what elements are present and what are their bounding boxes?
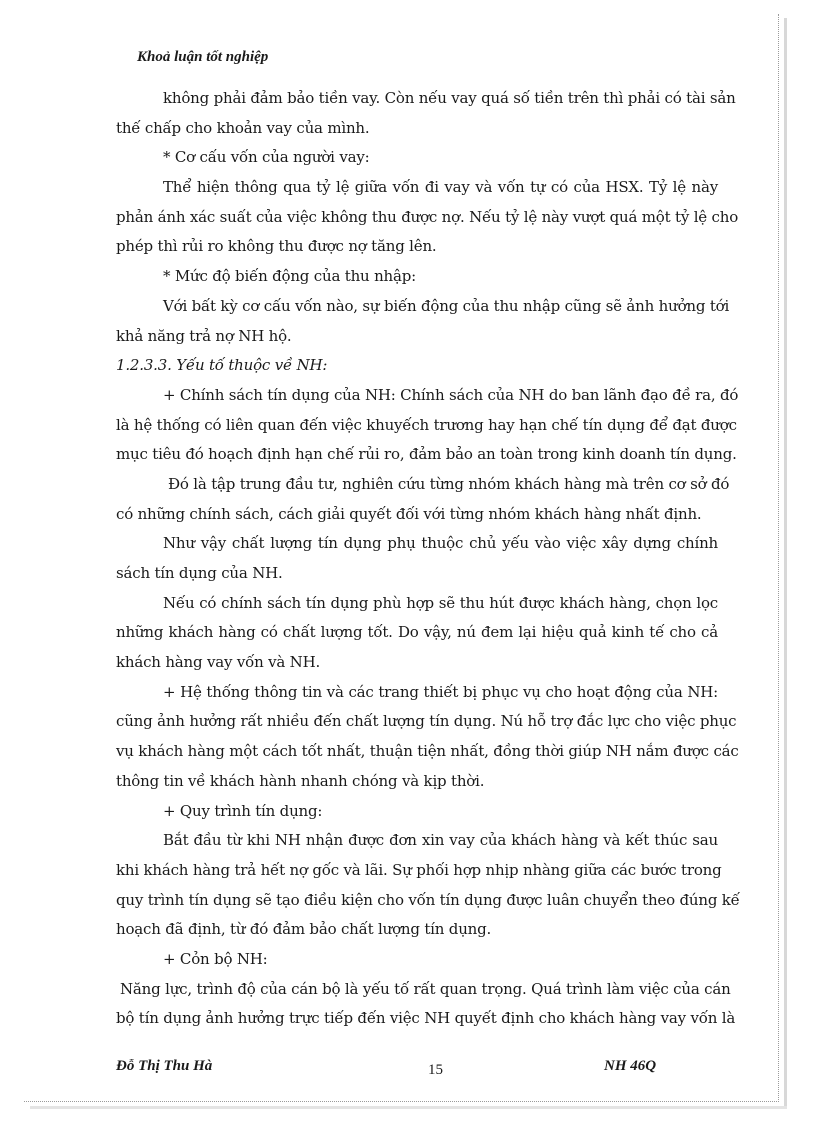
text-line: Đó là tập trung đầu tư, nghiên cứu từng nhóm khách hàng mà trên cơ sở đó xyxy=(168,474,730,493)
text-line: thông tin về khách hành nhanh chóng và kịp thời. xyxy=(116,771,485,790)
footer-author: Đỗ Thị Thu Hà xyxy=(116,1058,213,1074)
text-line: là hệ thống có liên quan đến việc khuyếch trương hay hạn chế tín dụng để đạt được xyxy=(116,415,737,434)
text-line: + Chính sách tín dụng của NH: Chính sách của NH do ban lãnh đạo đề ra, đó xyxy=(163,385,739,404)
text-line: cũng ảnh hưởng rất nhiều đến chất lượng tín dụng. Nú hỗ trợ đắc lực cho việc phục xyxy=(116,712,737,731)
text-line: quy trình tín dụng sẽ tạo điều kiện cho vốn tín dụng được luân chuyển theo đúng kế xyxy=(116,890,740,909)
page-number: 15 xyxy=(428,1062,443,1078)
text-line: thế chấp cho khoản vay của mình. xyxy=(116,118,370,137)
text-line: mục tiêu đó hoạch định hạn chế rủi ro, đảm bảo an toàn trong kinh doanh tín dụng. xyxy=(116,445,737,464)
text-line: * Mức độ biến động của thu nhập: xyxy=(163,267,416,286)
text-line: những khách hàng có chất lượng tốt. Do vậy, nú đem lại hiệu quả kinh tế cho cả xyxy=(116,623,718,642)
text-line: khả năng trả nợ NH hộ. xyxy=(116,326,292,345)
text-line: Thể hiện thông qua tỷ lệ giữa vốn đi vay và vốn tự có của HSX. Tỷ lệ này xyxy=(163,178,718,197)
text-line: Bắt đầu từ khi NH nhận được đơn xin vay của khách hàng và kết thúc sau xyxy=(163,831,718,850)
text-line: + Hệ thống thông tin và các trang thiết bị phục vụ cho hoạt động của NH: xyxy=(163,682,718,701)
text-line: hoạch đã định, từ đó đảm bảo chất lượng tín dụng. xyxy=(116,920,492,939)
text-line: phản ánh xác suất của việc không thu được nợ. Nếu tỷ lệ này vượt quá một tỷ lệ cho xyxy=(116,207,739,226)
text-line: Nếu có chính sách tín dụng phù hợp sẽ thu hút được khách hàng, chọn lọc xyxy=(163,593,718,612)
text-line: + Quy trình tín dụng: xyxy=(163,801,323,820)
text-line: Năng lực, trình độ của cán bộ là yếu tố rất quan trọng. Quá trình làm việc của cán xyxy=(120,979,731,998)
text-line: vụ khách hàng một cách tốt nhất, thuận tiện nhất, đồng thời giúp NH nắm được các xyxy=(116,742,739,761)
text-line: phép thì rủi ro không thu được nợ tăng lên. xyxy=(116,237,437,256)
page-frame-shadow-bottom xyxy=(30,1106,787,1109)
text-line: * Cơ cấu vốn của người vay: xyxy=(163,148,370,167)
page-frame-right xyxy=(778,14,779,1102)
header-title: Khoả luận tốt nghiệp xyxy=(137,49,269,65)
footer-code: NH 46Q xyxy=(604,1058,657,1074)
text-line: Với bất kỳ cơ cấu vốn nào, sự biến động của thu nhập cũng sẽ ảnh hưởng tới xyxy=(163,296,730,315)
text-line: khi khách hàng trả hết nợ gốc và lãi. Sự phối hợp nhịp nhàng giữa các bước trong xyxy=(116,860,722,879)
text-line: Như vậy chất lượng tín dụng phụ thuộc chủ yếu vào việc xây dựng chính xyxy=(163,534,718,553)
page-frame-bottom xyxy=(24,1101,779,1102)
body-text xyxy=(116,84,740,1034)
text-line: khách hàng vay vốn và NH. xyxy=(116,653,321,672)
text-line: có những chính sách, cách giải quyết đối với từng nhóm khách hàng nhất định. xyxy=(116,504,702,523)
text-line: không phải đảm bảo tiền vay. Còn nếu vay quá số tiền trên thì phải có tài sản xyxy=(163,89,736,107)
page-frame-shadow-right xyxy=(784,18,787,1106)
text-line: bộ tín dụng ảnh hưởng trực tiếp đến việc NH quyết định cho khách hàng vay vốn là xyxy=(116,1009,736,1028)
section-heading: 1.2.3.3. Yếu tố thuộc về NH: xyxy=(116,356,328,375)
text-line: sách tín dụng của NH. xyxy=(116,564,283,582)
text-line: + Cỏn bộ NH: xyxy=(163,949,268,968)
